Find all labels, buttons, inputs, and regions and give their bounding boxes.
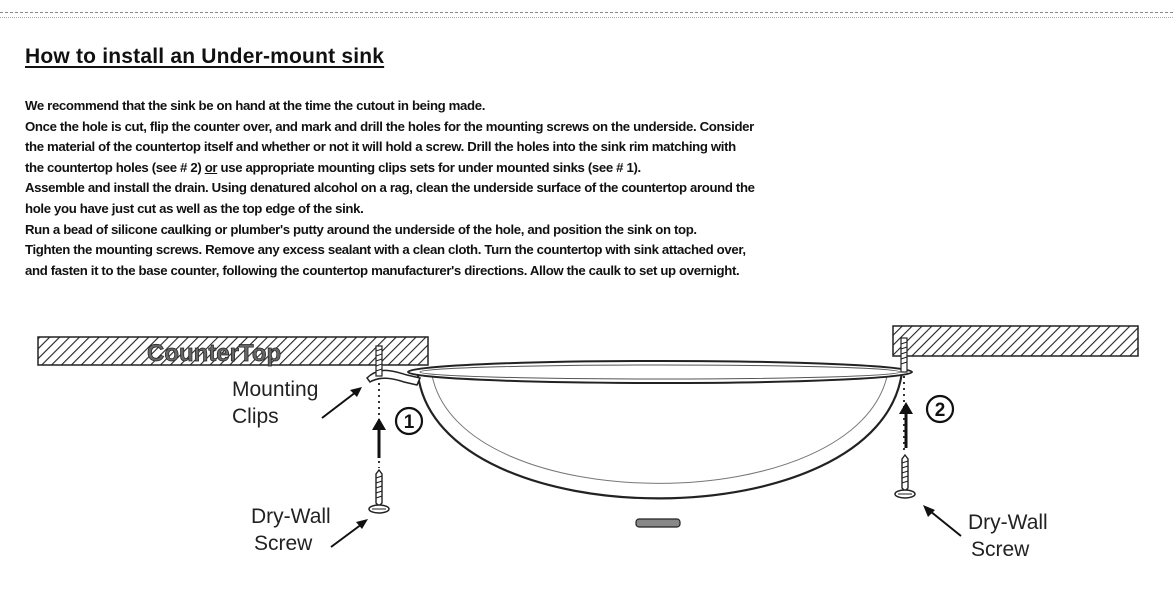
step-marker-1 <box>396 408 422 434</box>
instruction-line: and fasten it to the base counter, following the countertop manufacturer's directions. Allow the caulk to set up overnight. <box>25 262 740 278</box>
marker-2-text: 2 <box>934 400 946 421</box>
step-marker-2 <box>927 396 953 422</box>
countertop-right <box>893 326 1138 356</box>
drywall-screw-label-right-line2: Screw <box>971 538 1030 561</box>
drywall-screw-label-left-line2: Screw <box>254 532 313 555</box>
up-arrow-right <box>899 402 913 448</box>
instruction-line: Once the hole is cut, flip the counter over, and mark and drill the holes for the mounting screws on the underside. Consider <box>25 118 754 134</box>
instruction-line: the material of the countertop itself and whether or not it will hold a screw. Drill the holes into the sink rim matching with <box>25 139 736 155</box>
instruction-segment: the countertop holes (see # 2) <box>25 159 205 175</box>
drywall-screw-label-right-line1: Dry-Wall <box>968 511 1048 534</box>
up-arrow-left <box>372 418 386 458</box>
drywall-screw-arrow-left <box>331 519 368 547</box>
instruction-line: hole you have just cut as well as the top edge of the sink. <box>25 200 364 216</box>
countertop-left <box>38 337 428 367</box>
instruction-segment: use appropriate mounting clips sets for under mounted sinks (see # 1). <box>217 159 641 175</box>
instruction-line: Assemble and install the drain. Using denatured alcohol on a rag, clean the underside surface of the countertop around the <box>25 180 755 196</box>
marker-1-text: 1 <box>403 412 415 433</box>
instruction-line: Run a bead of silicone caulking or plumber's putty around the underside of the hole, and position the sink on top. <box>25 221 697 237</box>
screw-in-countertop-left <box>376 346 382 376</box>
sink-bowl <box>408 361 912 498</box>
mounting-clips-label-line1: Mounting <box>232 378 319 401</box>
mounting-clips-arrow <box>322 387 362 418</box>
countertop-label: CounterTop <box>147 340 282 367</box>
instruction-line: We recommend that the sink be on hand at the time the cutout in being made. <box>25 98 486 113</box>
instruction-or: or <box>204 159 218 175</box>
screw-in-countertop-right <box>901 338 907 372</box>
drain <box>636 519 680 527</box>
page-title: How to install an Under-mount sink <box>25 45 385 68</box>
drywall-screw-right <box>895 455 915 498</box>
drywall-screw-left <box>369 470 389 513</box>
drywall-screw-arrow-right <box>923 505 961 536</box>
instruction-line: Tighten the mounting screws. Remove any excess sealant with a clean cloth. Turn the countertop with sink attached over, <box>25 242 746 258</box>
drywall-screw-label-left-line1: Dry-Wall <box>251 505 331 528</box>
mounting-clips-label-line2: Clips <box>232 405 279 428</box>
